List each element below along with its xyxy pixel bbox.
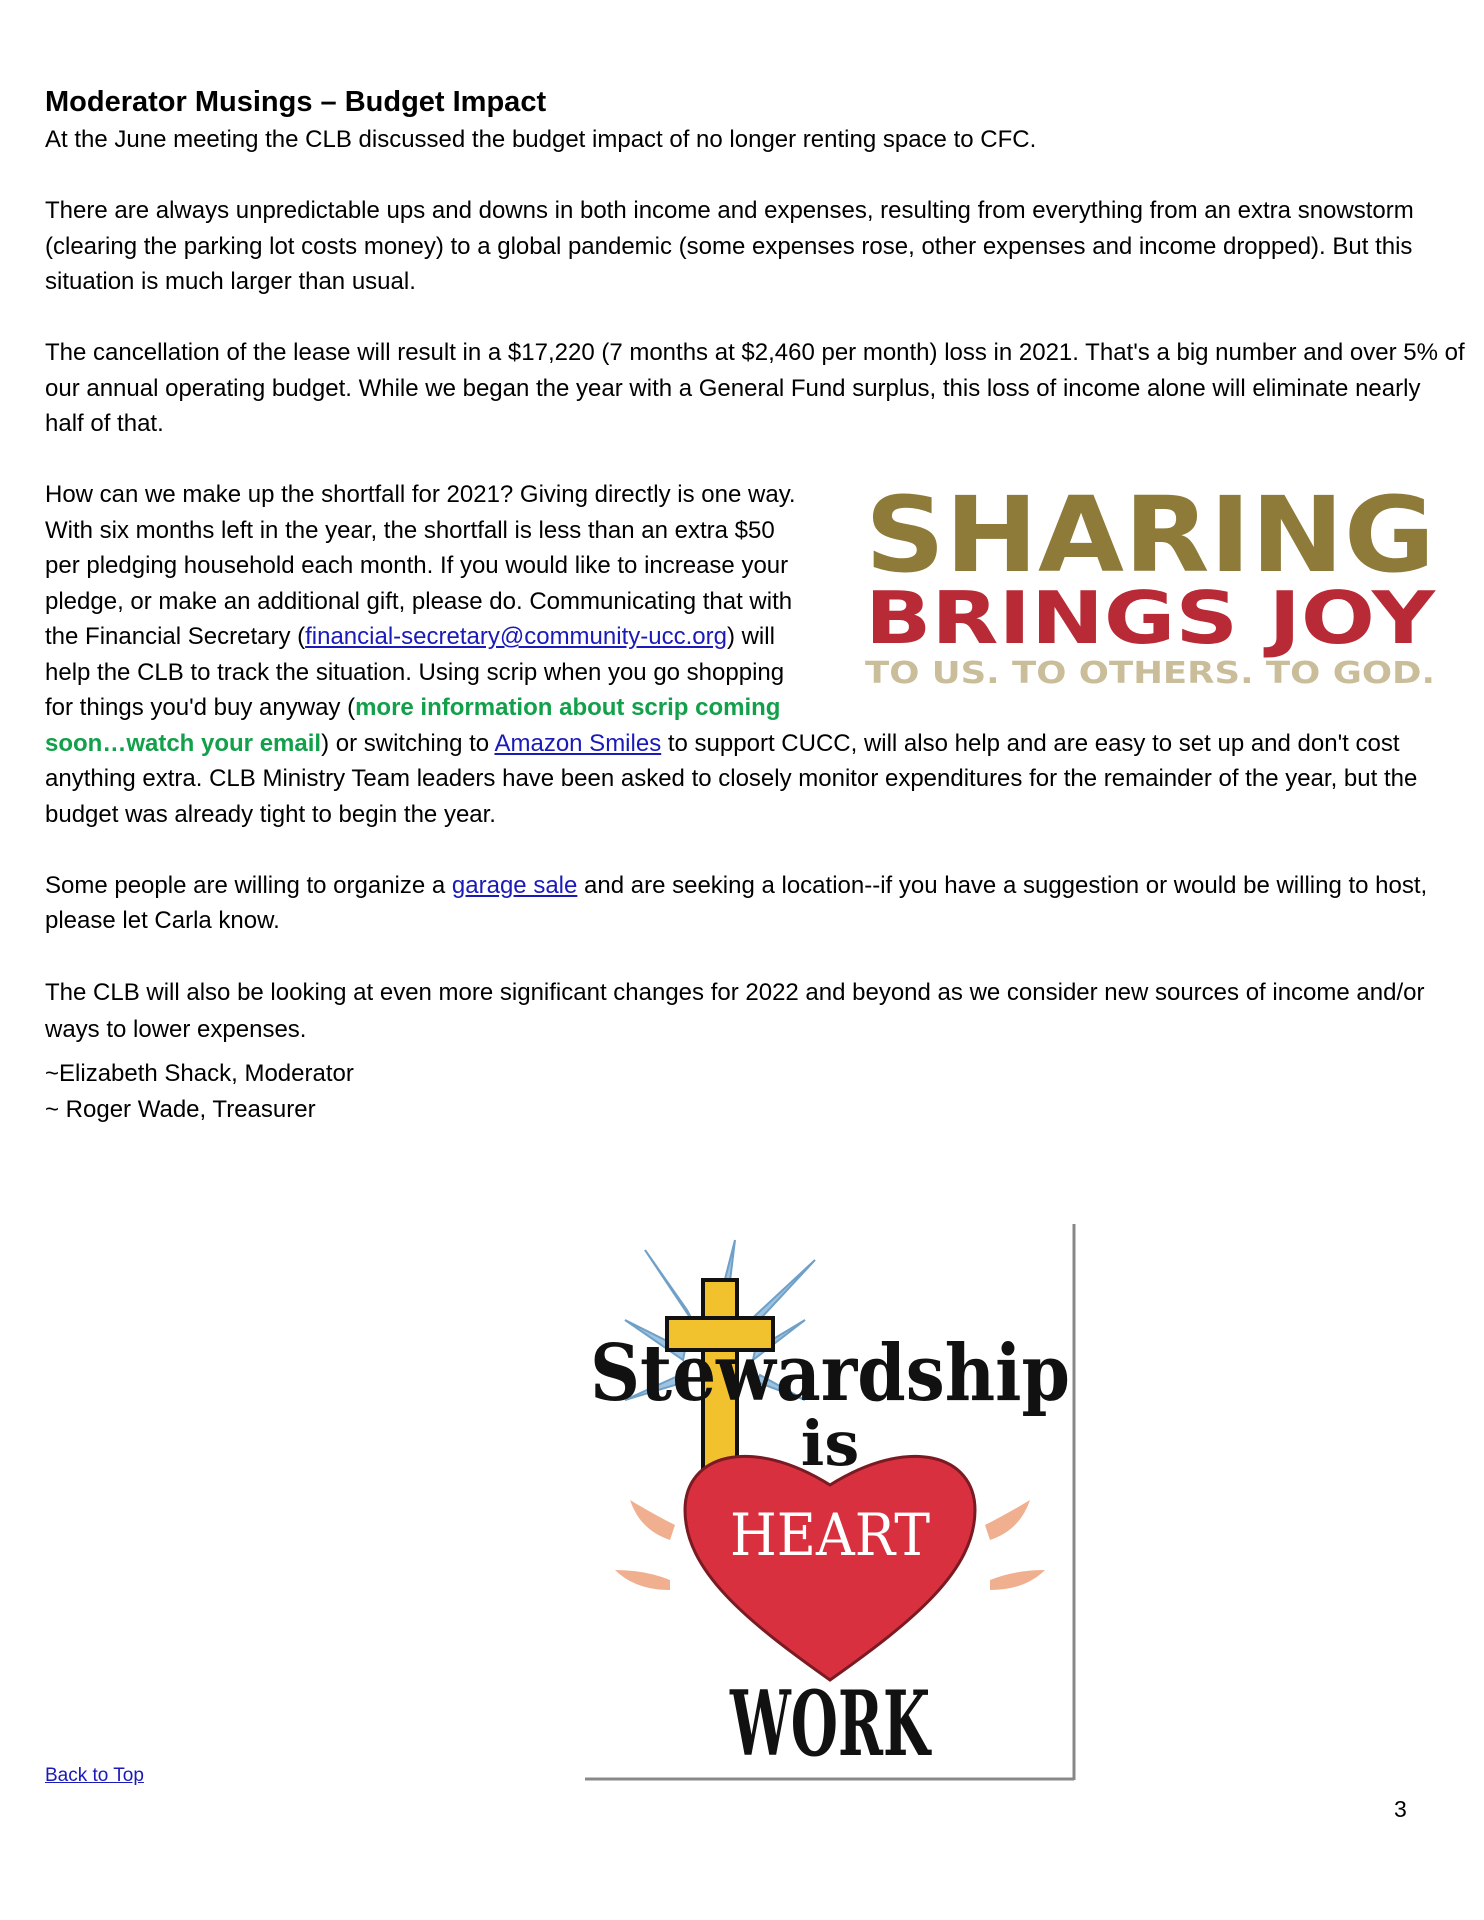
stewardship-word: Stewardship	[590, 1328, 1070, 1419]
financial-secretary-email-link[interactable]: financial-secretary@community-ucc.org	[305, 623, 727, 650]
garage-sale-link[interactable]: garage sale	[451, 871, 578, 899]
article-title: Moderator Musings – Budget Impact	[45, 86, 547, 118]
stewardship-graphic-art	[575, 1210, 1085, 1782]
paragraph-intro: At the June meeting the CLB discussed the budget impact of no longer renting space to CFC.	[45, 126, 1037, 153]
paragraph-shortfall: How can we make up the shortfall for 2021? Giving directly is one way. With six months left in the year, the shortfall is less than an extra $50 per pledging household each month. If you would like to increase your pledge, or make an additional gift, please do. Communicating that with the Financial Secretary (financial-secretary@community-ucc.org) will help the CLB to track the situation. Using scrip when you go shopping for things you'd buy anyway (more information about scrip coming soon…watch your email) or switching to Amazon Smiles to support CUCC, will also help and are easy to set up and don't cost anything extra. CLB Ministry Team leaders have been asked to closely monitor expenditures for the remainder of the year, but the budget was already tight to begin the year.	[45, 481, 1418, 828]
article	[45, 82, 1465, 1127]
stewardship-is-heart-work-graphic	[575, 1210, 1085, 1782]
sharing-logo-line2: BRINGS JOY	[865, 576, 1437, 660]
page-number: 3	[1394, 1796, 1407, 1822]
signature-treasurer: ~ Roger Wade, Treasurer	[45, 1095, 316, 1123]
scrip-info-note: more information about scrip coming soon…watch your email	[45, 694, 781, 757]
sharing-logo-line3: TO US. TO OTHERS. TO GOD.	[865, 656, 1435, 691]
signature-moderator: ~Elizabeth Shack, Moderator	[45, 1060, 354, 1087]
sharing-brings-joy-logo	[855, 483, 1445, 695]
paragraph-lease: The cancellation of the lease will result in a $17,220 (7 months at $2,460 per month) loss in 2021. That's a big number and over 5% of our annual operating budget. While we began the year with a General Fund surplus, this loss of income alone will eliminate nearly half of that.	[45, 339, 1465, 437]
heart-word: HEART	[730, 1501, 931, 1569]
paragraph-garage-sale: Some people are willing to organize a garage sale and are seeking a location--if you have a suggestion or would be willing to host, please let Carla know.	[45, 871, 1428, 934]
is-word: is	[800, 1407, 860, 1480]
amazon-smiles-link[interactable]: Amazon Smiles	[494, 729, 662, 757]
paragraph-ups-downs: There are always unpredictable ups and downs in both income and expenses, resulting from everything from an extra snowstorm (clearing the parking lot costs money) to a global pandemic (some expenses rose, other expenses and income dropped). But this situation is much larger than usual.	[45, 197, 1414, 295]
back-to-top-link[interactable]: Back to Top	[45, 1765, 144, 1786]
sharing-logo-graphic	[855, 483, 1445, 695]
work-word: WORK	[729, 1671, 932, 1777]
sharing-logo-line1: SHARING	[865, 483, 1435, 596]
paragraph-future: The CLB will also be looking at even more significant changes for 2022 and beyond as we consider new sources of income and/or ways to lower expenses.	[45, 979, 1425, 1043]
